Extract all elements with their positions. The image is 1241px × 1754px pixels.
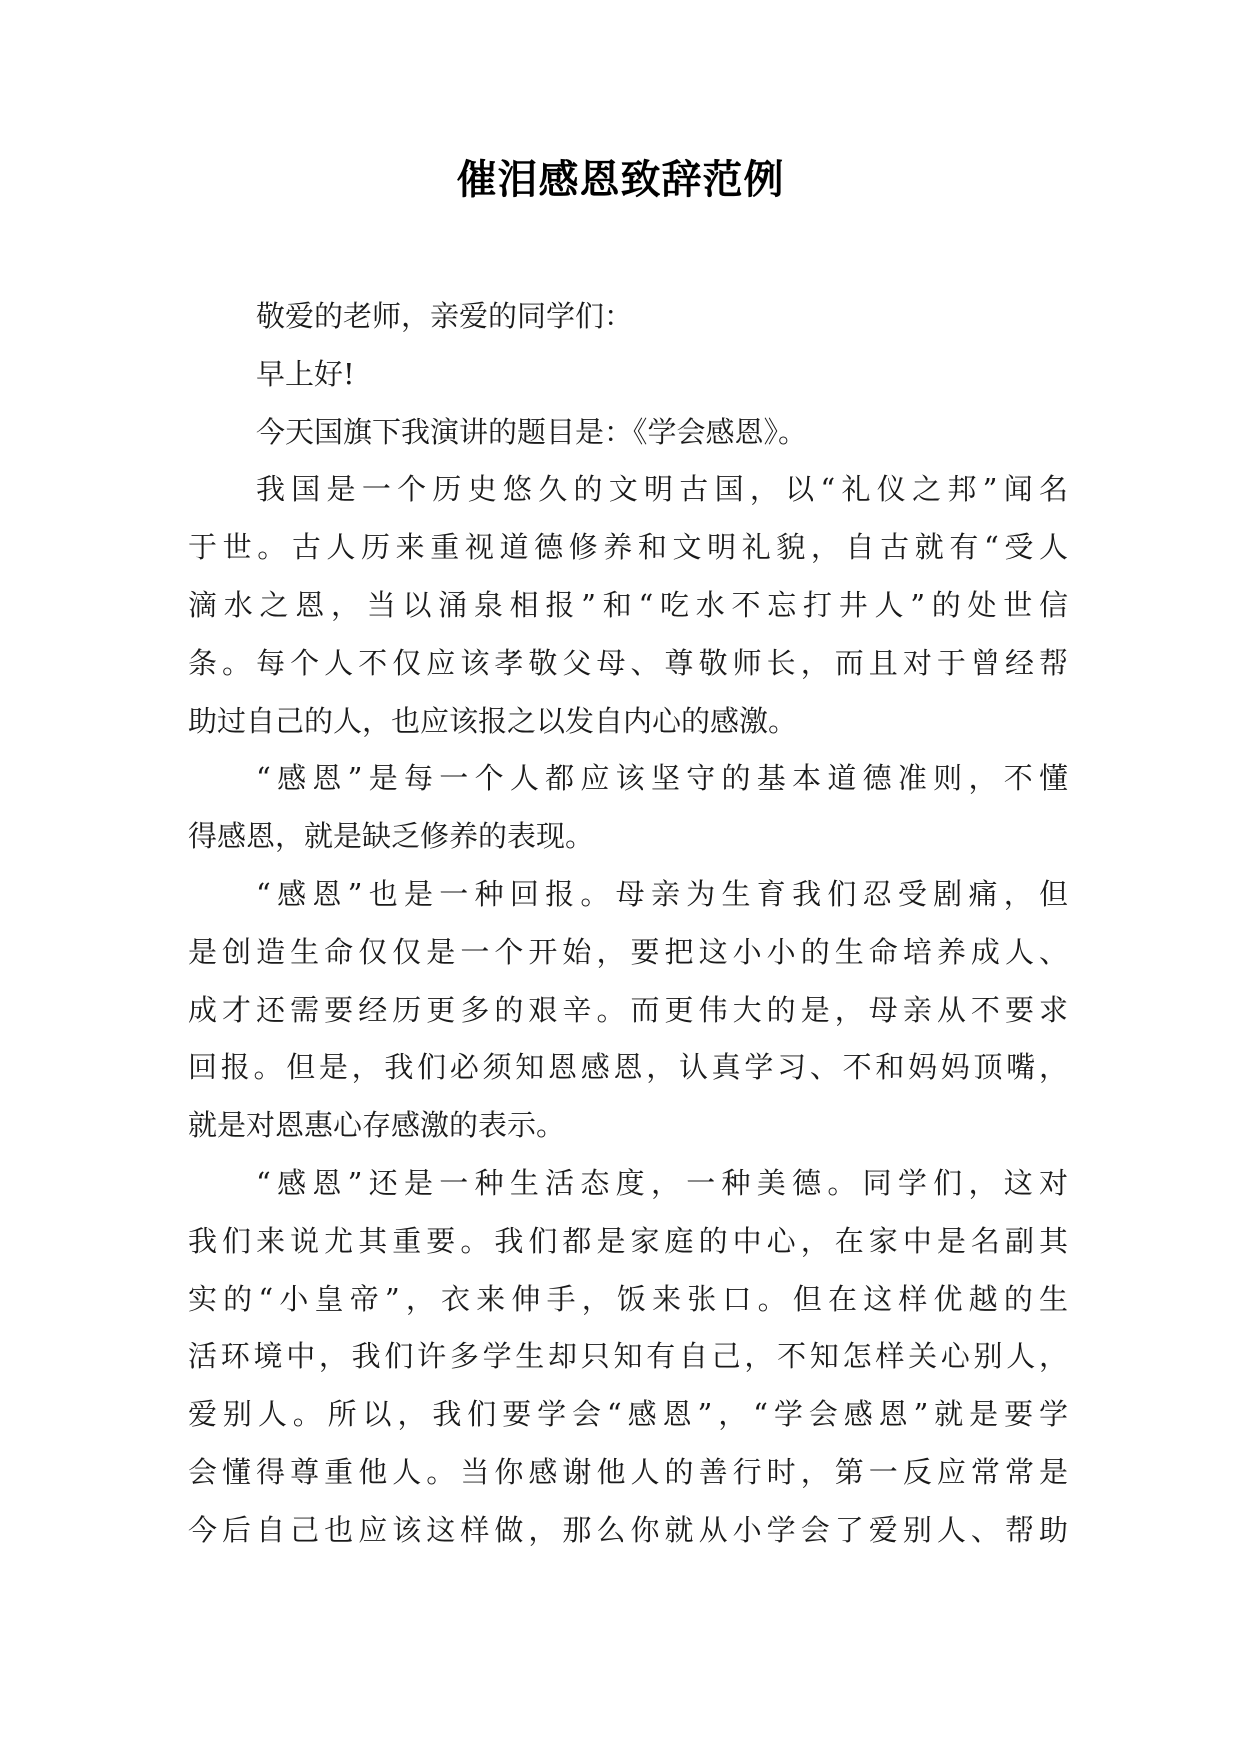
document-body [188, 288, 1068, 1560]
paragraph-line: 会懂得尊重他人。当你感谢他人的善行时，第一反应常常是 [188, 1454, 1068, 1489]
salutation-line: 敬爱的老师，亲爱的同学们： [256, 299, 634, 333]
paragraph-line: 爱别人。所以，我们要学会“感恩”，“学会感恩”就是要学 [188, 1397, 1068, 1432]
paragraph-line: “感恩”也是一种回报。母亲为生育我们忍受剧痛，但 [256, 876, 1068, 911]
paragraph-line: 就是对恩惠心存感激的表示。 [188, 1108, 566, 1143]
paragraph-line: 我国是一个历史悠久的文明古国，以“礼仪之邦”闻名 [256, 472, 1068, 507]
greeting-line: 早上好! [256, 356, 355, 391]
paragraph-line: 今后自己也应该这样做，那么你就从小学会了爱别人、帮助 [188, 1512, 1068, 1547]
paragraph-line: 回报。但是，我们必须知恩感恩，认真学习、不和妈妈顶嘴， [188, 1050, 1068, 1085]
paragraph-line: 我们来说尤其重要。我们都是家庭的中心，在家中是名副其 [188, 1223, 1068, 1258]
paragraph-line: 成才还需要经历更多的艰辛。而更伟大的是，母亲从不要求 [188, 992, 1068, 1027]
paragraph-line: 于世。古人历来重视道德修养和文明礼貌，自古就有“受人 [188, 530, 1068, 565]
paragraph-line: 实的“小皇帝”，衣来伸手，饭来张口。但在这样优越的生 [188, 1281, 1068, 1316]
paragraph-line: 活环境中，我们许多学生却只知有自己，不知怎样关心别人， [188, 1339, 1068, 1374]
paragraph-line: 条。每个人不仅应该孝敬父母、尊敬师长，而且对于曾经帮 [188, 645, 1068, 680]
paragraph-line: 得感恩，就是缺乏修养的表现。 [188, 819, 595, 854]
document-title: 催泪感恩致辞范例 [456, 157, 785, 203]
paragraph-line: 是创造生命仅仅是一个开始，要把这小小的生命培养成人、 [188, 934, 1068, 969]
paragraph-line: 滴水之恩，当以涌泉相报”和“吃水不忘打井人”的处世信 [188, 587, 1068, 622]
paragraph-line: 助过自己的人，也应该报之以发自内心的感激。 [188, 703, 798, 738]
paragraph-line: “感恩”还是一种生活态度，一种美德。同学们，这对 [256, 1165, 1068, 1200]
topic-line: 今天国旗下我演讲的题目是：《学会感恩》。 [256, 414, 808, 449]
paragraph-line: “感恩”是每一个人都应该坚守的基本道德准则，不懂 [256, 761, 1068, 796]
